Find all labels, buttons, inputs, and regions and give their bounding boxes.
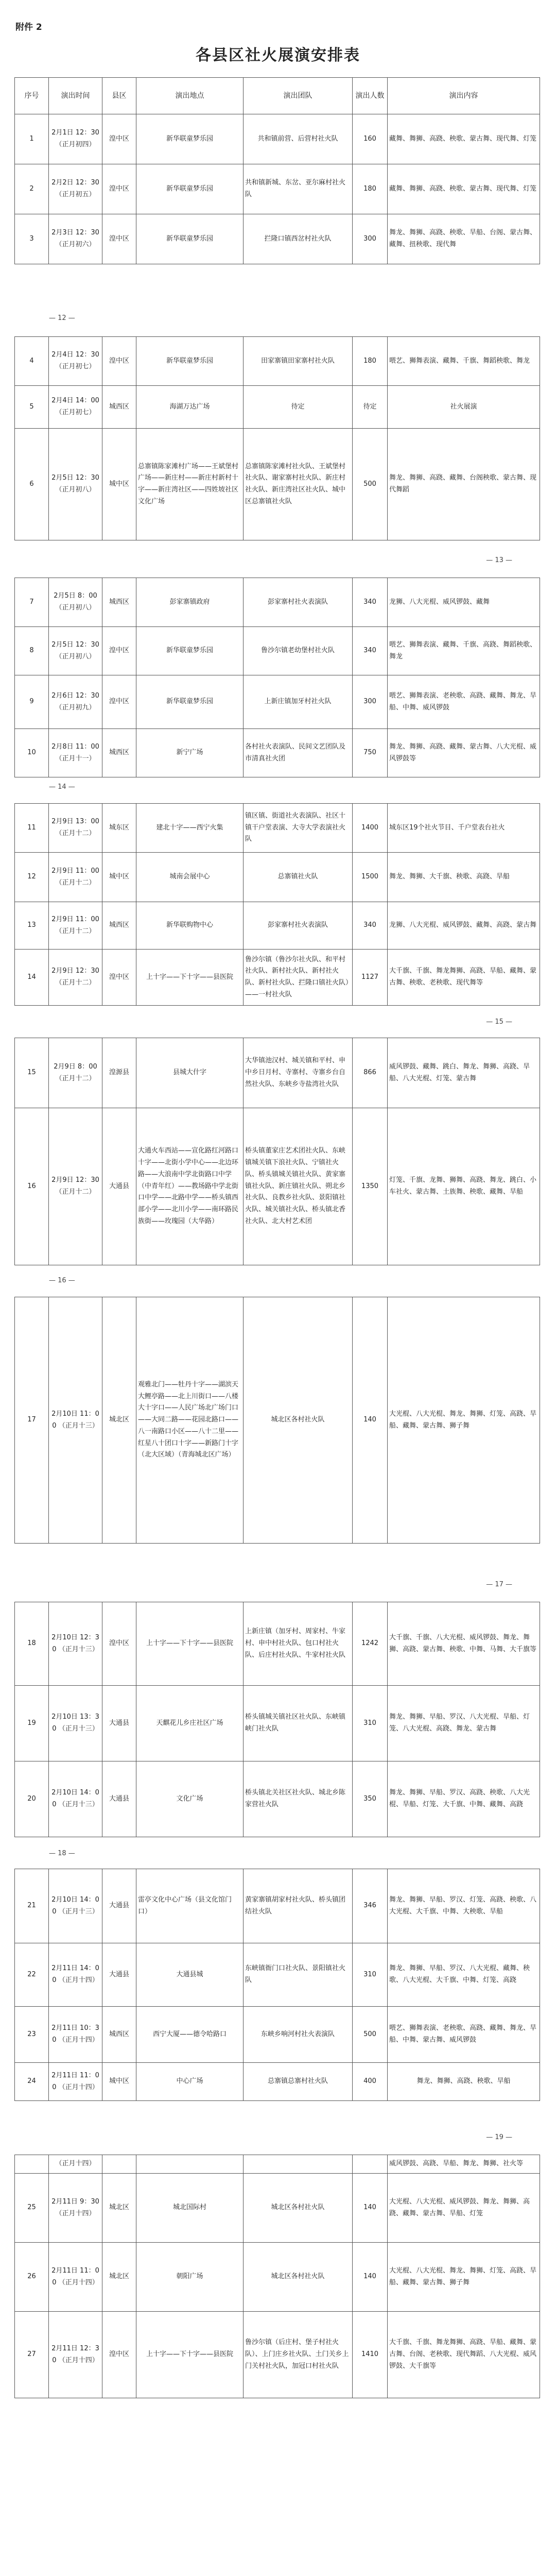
team-cell: 黄家寨镇胡家村社火队、桥头镇团结社火队 — [244, 1869, 353, 1943]
county-cell: 湟中区 — [102, 164, 136, 214]
team-cell: 田家寨镇田家寨村社火队 — [244, 337, 353, 386]
team-cell: 总寨镇陈家滩村社火队、王斌堡村社火队、谢家寨村社火队、新庄村社火队、新庄湾社区社火队、城中区总寨镇社火队 — [244, 429, 353, 540]
venue-cell: 西宁大厦——德令哈路口 — [136, 2007, 244, 2063]
county-cell: 大通县 — [102, 1869, 136, 1943]
show-time-cell: 2月11日 14：00 （正月十四） — [49, 1943, 102, 2007]
venue-cell: 新华联童梦乐园 — [136, 114, 244, 164]
headcount-cell: 1500 — [353, 853, 388, 902]
team-cell: 待定 — [244, 386, 353, 429]
headcount-cell: 140 — [353, 1297, 388, 1544]
team-cell: 东峡镇衙门口社火队、景阳镇社火队 — [244, 1943, 353, 2007]
headcount-cell — [353, 2155, 388, 2174]
program-cell: 威风锣鼓、藏舞、跳白、舞龙、舞狮、高跷、旱船、八大光棍、灯笼、蒙古舞 — [388, 1038, 540, 1108]
table-segment — [14, 1297, 540, 1544]
team-cell: 桥头镇北关社区社火队、城北乡陈家营社火队 — [244, 1761, 353, 1837]
table-row — [15, 1686, 540, 1761]
county-cell: 城西区 — [102, 729, 136, 777]
headcount-cell: 140 — [353, 2174, 388, 2243]
team-cell: 各村社火表演队、民间文艺团队及市清真社火团 — [244, 729, 353, 777]
headcount-cell: 1400 — [353, 804, 388, 853]
program-cell: 舞龙、舞狮、早船、罗汉、灯笼、高跷、秧歌、八大光棍、大千旗、中舞、大秧歌、旱船 — [388, 1869, 540, 1943]
venue-cell: 大通县城 — [136, 1943, 244, 2007]
program-cell: 舞龙、舞狮、高跷、秧歌、旱船 — [388, 2063, 540, 2101]
column-header-venue: 演出地点 — [136, 78, 244, 114]
table-row — [15, 1943, 540, 2007]
table-row — [15, 1602, 540, 1686]
headcount-cell: 310 — [353, 1686, 388, 1761]
county-cell: 湟中区 — [102, 114, 136, 164]
table-row — [15, 114, 540, 164]
row-number-cell: 12 — [15, 853, 49, 902]
headcount-cell: 500 — [353, 2007, 388, 2063]
table-row — [15, 729, 540, 777]
headcount-cell: 300 — [353, 214, 388, 264]
table-row — [15, 675, 540, 729]
county-cell: 城西区 — [102, 578, 136, 627]
show-time-cell: 2月4日 14：00 （正月初七） — [49, 386, 102, 429]
county-cell: 大通县 — [102, 1761, 136, 1837]
county-cell: 城西区 — [102, 902, 136, 950]
team-cell: 鲁沙尔镇（后庄村、堡子村社火队）、上门庄乡社火队、土门关乡上门关村社火队，加冠口村社火队 — [244, 2312, 353, 2398]
table-segment — [14, 1602, 540, 1837]
row-number-cell: 2 — [15, 164, 49, 214]
county-cell: 湟中区 — [102, 2312, 136, 2398]
column-header-headcount: 演出人数 — [353, 78, 388, 114]
venue-cell: 上十字——下十字——县医院 — [136, 1602, 244, 1686]
county-cell: 城中区 — [102, 2063, 136, 2101]
table-row — [15, 2312, 540, 2398]
venue-cell: 新华联购物中心 — [136, 902, 244, 950]
headcount-cell: 140 — [353, 2243, 388, 2312]
page-number: — 18 — — [49, 1850, 75, 1857]
venue-cell: 县城大什字 — [136, 1038, 244, 1108]
table-row — [15, 1108, 540, 1265]
table-row — [15, 164, 540, 214]
page-number: — 12 — — [49, 314, 75, 322]
column-header-row-number: 序号 — [15, 78, 49, 114]
team-cell: 拦隆口镇西岔村社火队 — [244, 214, 353, 264]
venue-cell: 新宁广场 — [136, 729, 244, 777]
team-cell: 鲁沙尔镇（鲁沙尔社火队、和平村社火队、新村社火队、新村社火队、新村社火队、拦隆口镇社火队）——一村社火队 — [244, 950, 353, 1006]
program-cell: 社火展演 — [388, 386, 540, 429]
row-number-cell: 18 — [15, 1602, 49, 1686]
table-row — [15, 950, 540, 1006]
program-cell: 舞龙、舞狮、早船、罗汉、八大光棍、旱船、灯笼、八大光棍、高跷、舞龙、蒙古舞 — [388, 1686, 540, 1761]
column-header-show-time: 演出时间 — [49, 78, 102, 114]
county-cell: 湟中区 — [102, 950, 136, 1006]
show-time-cell: 2月11日 12：30 （正月十四） — [49, 2312, 102, 2398]
program-cell: 龙狮、八大光棍、威风锣鼓、藏舞 — [388, 578, 540, 627]
county-cell: 湟中区 — [102, 675, 136, 729]
headcount-cell: 346 — [353, 1869, 388, 1943]
document-title: 各县区社火展演安排表 — [196, 46, 360, 64]
show-time-cell: 2月11日 11：00 （正月十四） — [49, 2063, 102, 2101]
table-header-row — [15, 78, 540, 114]
column-header-team: 演出团队 — [244, 78, 353, 114]
row-number-cell: 21 — [15, 1869, 49, 1943]
show-time-cell: 2月1日 12：30 （正月初四） — [49, 114, 102, 164]
table-segment — [14, 1869, 540, 2101]
county-cell: 湟中区 — [102, 1602, 136, 1686]
schedule-table — [14, 1038, 540, 1265]
schedule-table — [14, 2155, 540, 2398]
county-cell: 大通县 — [102, 1108, 136, 1265]
team-cell: 东峡乡响河村社火表演队 — [244, 2007, 353, 2063]
program-cell: 藏舞、舞狮、高跷、秧歌、蒙古舞、现代舞、灯笼 — [388, 164, 540, 214]
attachment-label: 附件 2 — [15, 22, 42, 32]
headcount-cell: 1410 — [353, 2312, 388, 2398]
venue-cell: 新华联童梦乐园 — [136, 627, 244, 675]
headcount-cell: 340 — [353, 578, 388, 627]
team-cell: 总寨镇总寨村社火队 — [244, 2063, 353, 2101]
venue-cell: 雷亭文化中心广场（县文化馆门口） — [136, 1869, 244, 1943]
program-cell: 舞龙、舞狮、高跷、藏舞、台阁秧歌、蒙古舞、现代舞蹈 — [388, 429, 540, 540]
program-cell: 喂艺、狮舞表演、藏舞、千旗、高跷、舞蹈秧歌、舞龙 — [388, 627, 540, 675]
team-cell: 桥头镇董家庄艺术团社火队、东峡镇城关镇下浪社火队、宁镇社火队、桥头镇城关镇社火队、黄家寨镇社火队、新庄镇社火队、朔北乡社火队、良教乡社火队、景阳镇社火队、城关镇社火队、桥头镇北香社火队、北大村艺术团 — [244, 1108, 353, 1265]
column-header-program: 演出内容 — [388, 78, 540, 114]
headcount-cell: 300 — [353, 675, 388, 729]
table-row — [15, 2174, 540, 2243]
schedule-table — [14, 578, 540, 777]
show-time-cell: 2月5日 12：30 （正月初八） — [49, 627, 102, 675]
team-cell — [244, 2155, 353, 2174]
team-cell: 共和镇前营、后营村社火队 — [244, 114, 353, 164]
show-time-cell: 2月9日 11：00 （正月十二） — [49, 853, 102, 902]
program-cell: 威风锣鼓、高跷、旱船、舞龙、舞狮、社火等 — [388, 2155, 540, 2174]
team-cell: 桥头镇城关镇社区社火队、东峡镇峡门社火队 — [244, 1686, 353, 1761]
headcount-cell: 350 — [353, 1761, 388, 1837]
team-cell: 总寨镇社火队 — [244, 853, 353, 902]
page-number: — 13 — — [486, 556, 512, 564]
table-row — [15, 804, 540, 853]
row-number-cell: 10 — [15, 729, 49, 777]
schedule-table — [14, 1869, 540, 2101]
venue-cell: 海湖万达广场 — [136, 386, 244, 429]
venue-cell: 城南会展中心 — [136, 853, 244, 902]
page-number: — 19 — — [486, 2133, 512, 2141]
team-cell: 城北区各村社火队 — [244, 2174, 353, 2243]
county-cell: 城中区 — [102, 853, 136, 902]
row-number-cell: 7 — [15, 578, 49, 627]
row-number-cell: 27 — [15, 2312, 49, 2398]
team-cell: 共和镇新城、东岔、亚尔麻村社火队 — [244, 164, 353, 214]
venue-cell — [136, 2155, 244, 2174]
show-time-cell: （正月十四） — [49, 2155, 102, 2174]
page-number: — 15 — — [486, 1018, 512, 1026]
table-segment — [14, 578, 540, 777]
program-cell: 大光棍、八大光棍、舞龙、舞狮、灯笼、高跷、旱船、藏舞、蒙古舞、狮子舞 — [388, 2243, 540, 2312]
county-cell: 湟中区 — [102, 214, 136, 264]
program-cell: 舞龙、舞狮、高跷、藏舞、蒙古舞、八大光棍、威风锣鼓等 — [388, 729, 540, 777]
program-cell: 舞龙、舞狮、大千旗、秧歌、高跷、旱船 — [388, 853, 540, 902]
table-segment — [14, 336, 540, 540]
show-time-cell: 2月9日 12：30 （正月十二） — [49, 950, 102, 1006]
county-cell: 城东区 — [102, 804, 136, 853]
venue-cell: 新华联童梦乐园 — [136, 214, 244, 264]
team-cell: 上新庄镇加牙村社火队 — [244, 675, 353, 729]
headcount-cell: 180 — [353, 337, 388, 386]
venue-cell: 总寨镇陈家滩村广场——王斌堡村广场——新庄村——新庄村新村十字——新庄湾社区——四姓坡社区文化广场 — [136, 429, 244, 540]
venue-cell: 上十字——下十字——县医院 — [136, 2312, 244, 2398]
table-segment — [14, 803, 540, 1006]
row-number-cell: 15 — [15, 1038, 49, 1108]
show-time-cell: 2月10日 12：30 （正月十三） — [49, 1602, 102, 1686]
venue-cell: 朝阳广场 — [136, 2243, 244, 2312]
table-row — [15, 578, 540, 627]
schedule-table — [14, 77, 540, 264]
headcount-cell: 1350 — [353, 1108, 388, 1265]
row-number-cell: 16 — [15, 1108, 49, 1265]
schedule-table — [14, 1297, 540, 1544]
program-cell: 舞龙、舞狮、早船、罗汉、八大光棍、藏舞、秧歌、八大光棍、大千旗、中舞、灯笼、高跷 — [388, 1943, 540, 2007]
program-cell: 舞龙、舞狮、高跷、秧歌、旱船、台阁、蒙古舞、藏舞、扭秧歌、现代舞 — [388, 214, 540, 264]
table-row — [15, 853, 540, 902]
venue-cell: 新华联童梦乐园 — [136, 337, 244, 386]
table-segment — [14, 1038, 540, 1265]
row-number-cell: 9 — [15, 675, 49, 729]
team-cell: 鲁沙尔镇老幼堡村社火队 — [244, 627, 353, 675]
row-number-cell: 13 — [15, 902, 49, 950]
headcount-cell: 1242 — [353, 1602, 388, 1686]
headcount-cell: 1127 — [353, 950, 388, 1006]
county-cell: 湟源县 — [102, 1038, 136, 1108]
team-cell: 彭家寨村社火表演队 — [244, 902, 353, 950]
page-number: — 16 — — [49, 1277, 75, 1284]
table-row — [15, 2243, 540, 2312]
venue-cell: 彭家寨镇政府 — [136, 578, 244, 627]
headcount-cell: 310 — [353, 1943, 388, 2007]
show-time-cell: 2月5日 8：00 （正月初八） — [49, 578, 102, 627]
table-row — [15, 1038, 540, 1108]
venue-cell: 新华联童梦乐园 — [136, 675, 244, 729]
program-cell: 舞龙、舞狮、早船、罗汉、高跷、秧歌、八大光棍、旱船、灯笼、大千旗、中舞、藏舞、高跷 — [388, 1761, 540, 1837]
show-time-cell: 2月10日 14：00 （正月十三） — [49, 1761, 102, 1837]
row-number-cell: 4 — [15, 337, 49, 386]
page-number: — 17 — — [486, 1581, 512, 1588]
row-number-cell: 8 — [15, 627, 49, 675]
table-row — [15, 1297, 540, 1544]
county-cell: 城北区 — [102, 2243, 136, 2312]
row-number-cell: 14 — [15, 950, 49, 1006]
show-time-cell: 2月9日 11：00 （正月十二） — [49, 902, 102, 950]
table-row — [15, 1869, 540, 1943]
show-time-cell: 2月10日 13：30 （正月十三） — [49, 1686, 102, 1761]
county-cell: 城北区 — [102, 1297, 136, 1544]
show-time-cell: 2月3日 12：30 （正月初六） — [49, 214, 102, 264]
county-cell: 湟中区 — [102, 627, 136, 675]
row-number-cell: 6 — [15, 429, 49, 540]
row-number-cell: 3 — [15, 214, 49, 264]
row-number-cell: 19 — [15, 1686, 49, 1761]
team-cell: 镇区镇、街道社火表演队、社区十镇干户堂表演、大寺大学表演社火队 — [244, 804, 353, 853]
table-row — [15, 2063, 540, 2101]
program-cell: 喂艺、狮舞表演、藏舞、千旗、舞蹈秧歌、舞龙 — [388, 337, 540, 386]
show-time-cell: 2月8日 11：00 （正月十一） — [49, 729, 102, 777]
table-row — [15, 627, 540, 675]
program-cell: 大千旗、千旗、舞龙舞狮、高跷、旱船、藏舞、蒙古舞、台阁、老秧歌、现代舞蹈、八大光棍、威风锣鼓、大千旗等 — [388, 2312, 540, 2398]
program-cell: 灯笼、千旗、龙舞、狮舞、高跷、舞龙、跳白、小车社火、蒙古舞、土族舞、秧歌、藏舞、旱船 — [388, 1108, 540, 1265]
team-cell: 彭家寨村社火表演队 — [244, 578, 353, 627]
row-number-cell: 25 — [15, 2174, 49, 2243]
table-row — [15, 2007, 540, 2063]
row-number-cell: 23 — [15, 2007, 49, 2063]
venue-cell: 新华联童梦乐园 — [136, 164, 244, 214]
program-cell: 大光棍、八大光棍、威风锣鼓、舞龙、舞狮、高跷、藏舞、蒙古舞、旱船、灯笼 — [388, 2174, 540, 2243]
program-cell: 城东区19个社火节目、千户堂表台社火 — [388, 804, 540, 853]
county-cell: 城中区 — [102, 429, 136, 540]
table-row — [15, 429, 540, 540]
team-cell: 大华镇池汉村、城关镇和平村、申中乡日月村、寺寨村、寺寨乡台自然社火队、东峡乡寺盐湾社火队 — [244, 1038, 353, 1108]
table-row — [15, 902, 540, 950]
show-time-cell: 2月11日 10：30 （正月十四） — [49, 2007, 102, 2063]
show-time-cell: 2月9日 8：00 （正月十二） — [49, 1038, 102, 1108]
headcount-cell: 400 — [353, 2063, 388, 2101]
row-number-cell: 24 — [15, 2063, 49, 2101]
program-cell: 大千旗、千旗、八大光棍、威风锣鼓、舞龙、舞狮、高跷、蒙古舞、秧歌、中舞、马舞、大千旗等 — [388, 1602, 540, 1686]
row-number-cell — [15, 2155, 49, 2174]
program-cell: 喂艺、狮舞表演、老秧歌、高跷、藏舞、舞龙、旱船、中舞、威风锣鼓 — [388, 675, 540, 729]
county-cell: 大通县 — [102, 1943, 136, 2007]
show-time-cell: 2月10日 11：00 （正月十三） — [49, 1297, 102, 1544]
venue-cell: 文化广场 — [136, 1761, 244, 1837]
headcount-cell: 180 — [353, 164, 388, 214]
county-cell — [102, 2155, 136, 2174]
headcount-cell: 待定 — [353, 386, 388, 429]
venue-cell: 城北国际村 — [136, 2174, 244, 2243]
show-time-cell: 2月2日 12：30 （正月初五） — [49, 164, 102, 214]
table-row — [15, 386, 540, 429]
table-row — [15, 337, 540, 386]
schedule-table — [14, 1602, 540, 1837]
program-cell: 龙狮、八大光棍、威风锣鼓、藏舞、高跷、蒙古舞 — [388, 902, 540, 950]
venue-cell: 大通火车西站——宣化路红河路口十字——北街小学中心——北边环路——大浪南中学北街路口中学（中青年红）——教场路中学北街口中学——北路中学——桥头镇西部小学——北川小学——南环路民族街——玫瑰园（大华路） — [136, 1108, 244, 1265]
county-cell: 城北区 — [102, 2174, 136, 2243]
headcount-cell: 160 — [353, 114, 388, 164]
program-cell: 大千旗、千旗、舞龙舞狮、高跷、旱船、藏舞、蒙古舞、秧歌、老秧歌、现代舞等 — [388, 950, 540, 1006]
row-number-cell: 17 — [15, 1297, 49, 1544]
show-time-cell: 2月11日 11：00 （正月十四） — [49, 2243, 102, 2312]
team-cell: 上新庄镇（加牙村、周家村、牛家村、申中村社火队、包口村社火队、后庄村社火队、牛家村社火队 — [244, 1602, 353, 1686]
headcount-cell: 340 — [353, 627, 388, 675]
headcount-cell: 500 — [353, 429, 388, 540]
venue-cell: 中心广场 — [136, 2063, 244, 2101]
row-number-cell: 11 — [15, 804, 49, 853]
county-cell: 城西区 — [102, 386, 136, 429]
table-segment — [14, 77, 540, 264]
row-number-cell: 26 — [15, 2243, 49, 2312]
row-number-cell: 20 — [15, 1761, 49, 1837]
show-time-cell: 2月6日 12：30 （正月初九） — [49, 675, 102, 729]
page-number: — 14 — — [49, 783, 75, 791]
headcount-cell: 750 — [353, 729, 388, 777]
row-number-cell: 5 — [15, 386, 49, 429]
table-row — [15, 1761, 540, 1837]
headcount-cell: 340 — [353, 902, 388, 950]
show-time-cell: 2月4日 12：30 （正月初七） — [49, 337, 102, 386]
column-header-county: 县区 — [102, 78, 136, 114]
headcount-cell: 866 — [353, 1038, 388, 1108]
program-cell: 大光棍、八大光棍、舞龙、舞狮、灯笼、高跷、旱船、藏舞、蒙古舞、狮子舞 — [388, 1297, 540, 1544]
venue-cell: 上十字——下十字——县医院 — [136, 950, 244, 1006]
table-segment — [14, 2155, 540, 2398]
show-time-cell: 2月9日 12：30 （正月十二） — [49, 1108, 102, 1265]
county-cell: 城西区 — [102, 2007, 136, 2063]
schedule-table — [14, 336, 540, 540]
table-row — [15, 2155, 540, 2174]
venue-cell: 天麒花儿乡庄社区广场 — [136, 1686, 244, 1761]
program-cell: 喂艺、狮舞表演、老秧歌、高跷、藏舞、舞龙、旱船、中舞、蒙古舞、威风锣鼓 — [388, 2007, 540, 2063]
county-cell: 大通县 — [102, 1686, 136, 1761]
team-cell: 城北区各村社火队 — [244, 2243, 353, 2312]
venue-cell: 观雅北门——牡丹十字——湖滨天大鲤亭路——北上川街口——八楼大十字口——人民广场北广场门口——大同二路——花园北路口——八一南路口小区——八十二里——红星八十团口十字——新路门十字（北大区域）（青海城北区广场） — [136, 1297, 244, 1544]
schedule-table — [14, 803, 540, 1006]
venue-cell: 建北十字——西宁火集 — [136, 804, 244, 853]
team-cell: 城北区各村社火队 — [244, 1297, 353, 1544]
show-time-cell: 2月5日 12：30 （正月初八） — [49, 429, 102, 540]
program-cell: 藏舞、舞狮、高跷、秧歌、蒙古舞、现代舞、灯笼 — [388, 114, 540, 164]
show-time-cell: 2月10日 14：00 （正月十三） — [49, 1869, 102, 1943]
show-time-cell: 2月9日 13：00 （正月十二） — [49, 804, 102, 853]
table-row — [15, 214, 540, 264]
row-number-cell: 1 — [15, 114, 49, 164]
row-number-cell: 22 — [15, 1943, 49, 2007]
show-time-cell: 2月11日 9：30 （正月十四） — [49, 2174, 102, 2243]
county-cell: 湟中区 — [102, 337, 136, 386]
